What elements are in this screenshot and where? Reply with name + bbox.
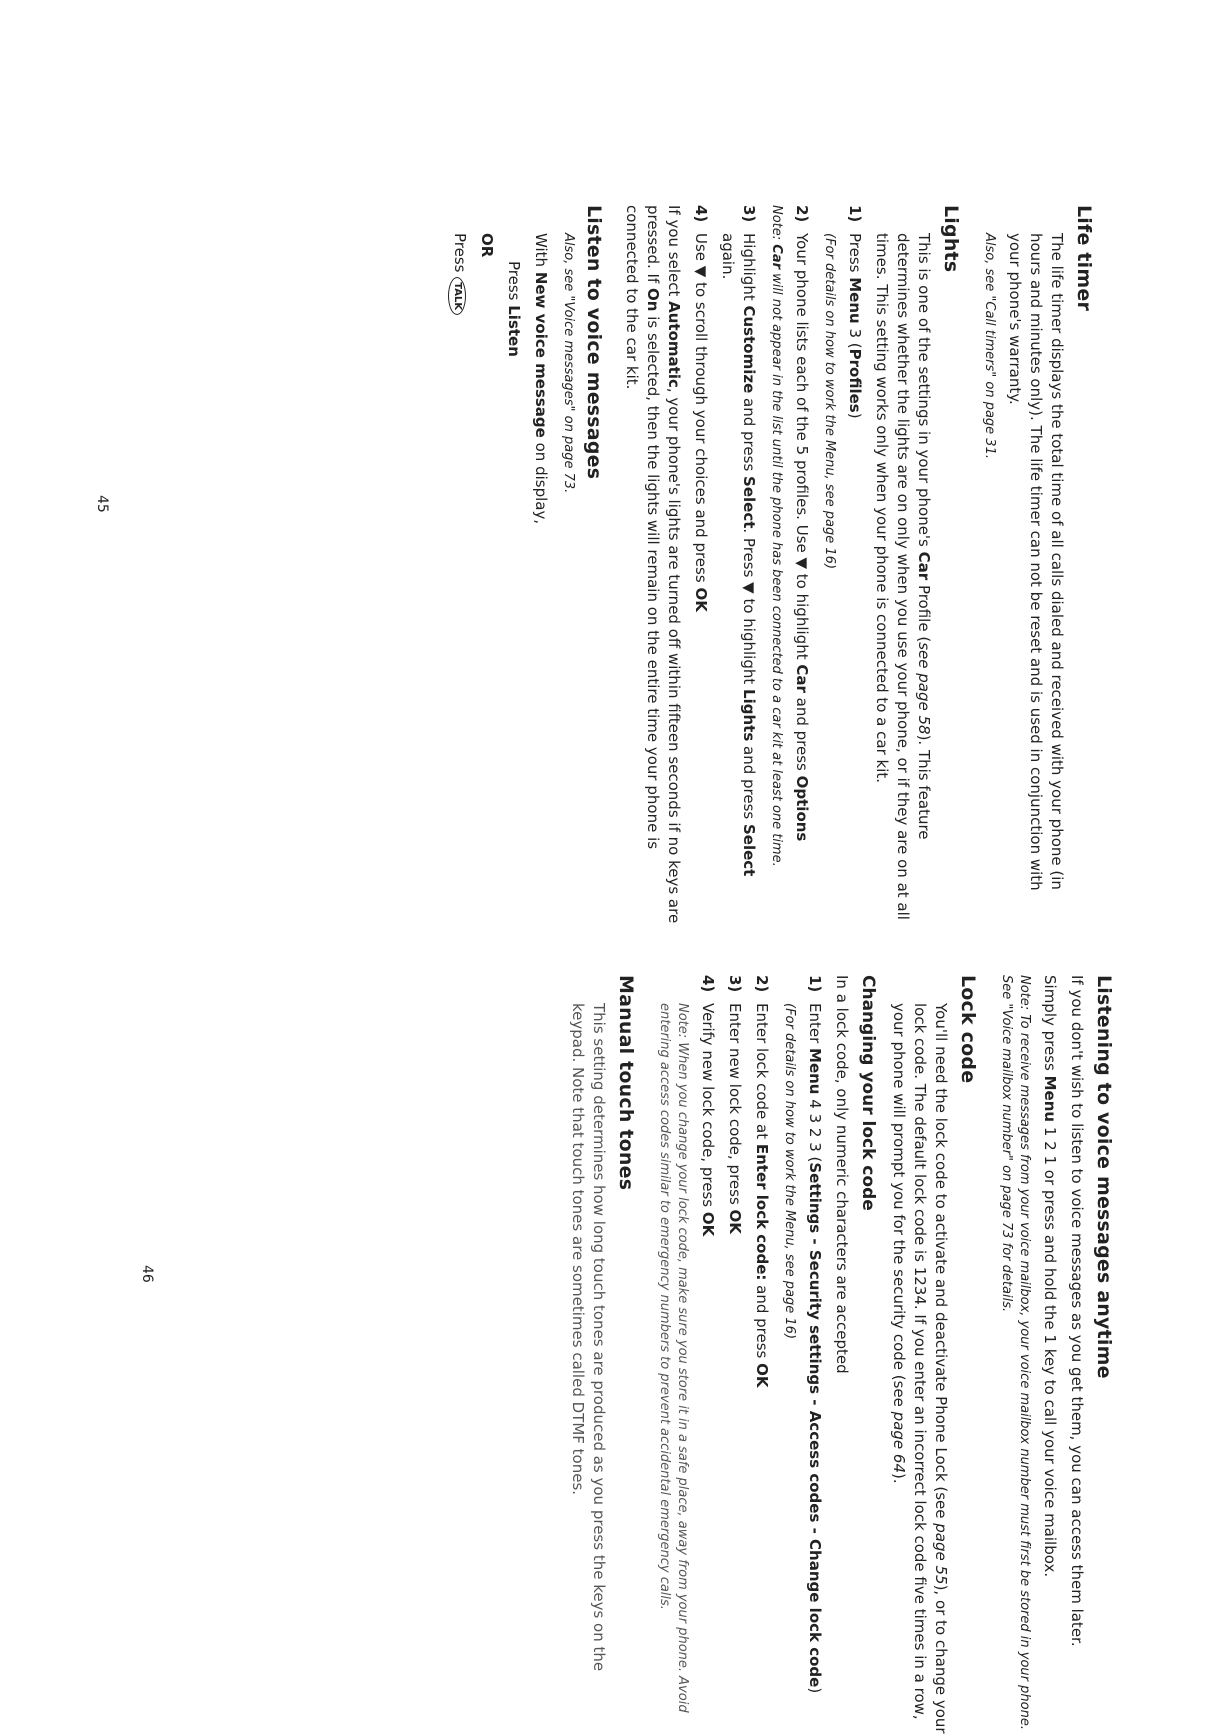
lights-car-note: Note: Car will not appear in the list until the phone has been connected to a car kit at least one time.	[769, 205, 784, 867]
lights-intro: This is one of the settings in your phone's Car Profile (see page 58). This feature determines whether the lights are on only when you use your phone, or if they are on at all times. This setting works only when your phone is connected to a car kit.	[873, 233, 933, 920]
lock-step-2: 2) Enter lock code at Enter lock code: and press OK	[753, 975, 771, 1388]
page-45	[95, 205, 1095, 925]
listen-note: Also, see "Voice messages" on page 73.	[561, 233, 576, 494]
listen-press-talk: Press TALK	[448, 205, 470, 925]
anytime-body: If you don't wish to listen to voice messages as you get them, you can access them later.	[1068, 975, 1086, 1647]
page-number: 45	[94, 495, 110, 513]
lights-step-4: 4) Use ▼ to scroll through your choices and press OK	[692, 205, 710, 612]
lights-step-3: 3) Highlight Customize and press Select. Press ▼ to highlight Lights and press Select again.	[719, 205, 758, 877]
lights-step-1-note: (For details on how to work the Menu, see page 16)	[822, 233, 837, 570]
lock-code-note: Note: When you change your lock code, make sure you store it in a safe place, away from your phone. Avoid entering access codes similar to emergency numbers to prevent accidental emergency calls.	[657, 1003, 690, 1713]
anytime-heading: Listening to voice messages anytime	[1093, 975, 1115, 1379]
lights-step-2: 2) Your phone lists each of the 5 profiles. Use ▼ to highlight Car and press Options	[793, 205, 811, 842]
lock-step-4: 4) Verify new lock code, press OK	[699, 975, 717, 1237]
lights-outro: If you select Automatic, your phone's lights are turned off within fifteen seconds if no keys are pressed. If On is selected, then the lights will remain on the entire time your phone is connected to the car kit.	[623, 205, 683, 924]
lock-step-3: 3) Enter new lock code, press OK	[726, 975, 744, 1234]
manual-touch-tones-heading: Manual touch tones	[615, 975, 637, 1191]
page-number: 46	[139, 1265, 155, 1283]
listen-heading: Listen to voice messages	[583, 205, 605, 480]
lock-code-heading: Lock code	[957, 975, 979, 1084]
anytime-note: Note: To receive messages from your voice mailbox, your voice mailbox number must first be stored in your phone. See "Voice mailbox number" on page 73 for details.	[999, 975, 1032, 1730]
life-timer-body: The life timer displays the total time of all calls dialed and received with your phone (in hours and minutes only). The life timer can not be reset and is used in conjunction with your phone's warranty.	[1006, 233, 1066, 891]
lock-code-body: You'll need the lock code to activate and deactivate Phone Lock (see page 55), or to change your lock code. The default lock code is 1234. If you enter an incorrect lock code five times in a row, your phone will prompt you for the security code (see page 64).	[890, 1003, 950, 1734]
lights-step-1: 1) Press Menu 3 (Profiles)	[846, 205, 864, 419]
life-timer-note: Also, see "Call timers" on page 31.	[982, 233, 997, 459]
lock-step-1: 1) Enter Menu 4 3 2 3 (Settings - Security settings - Access codes - Change lock code)	[806, 975, 824, 1694]
listen-press-listen: Press Listen	[505, 261, 523, 357]
listen-display-line: With New voice message on display,	[532, 233, 550, 525]
manual-touch-tones-body: This setting determines how long touch tones are produced as you press the keys on the keypad. Note that touch tones are sometimes called DTMF tones.	[569, 1003, 608, 1672]
listen-or: OR	[478, 233, 496, 258]
life-timer-heading: Life timer	[1073, 205, 1095, 312]
anytime-simply: Simply press Menu 1 2 1 or press and hold the 1 key to call your voice mailbox.	[1041, 975, 1059, 1578]
changing-lock-code-heading: Changing your lock code	[858, 975, 878, 1211]
talk-key-icon: TALK	[448, 277, 466, 315]
changing-lock-code-body: In a lock code, only numeric characters are accepted	[833, 975, 851, 1374]
lights-heading: Lights	[940, 205, 962, 273]
page-46	[115, 975, 1115, 1735]
lock-step-1-note: (For details on how to work the Menu, see page 16)	[782, 1003, 797, 1340]
